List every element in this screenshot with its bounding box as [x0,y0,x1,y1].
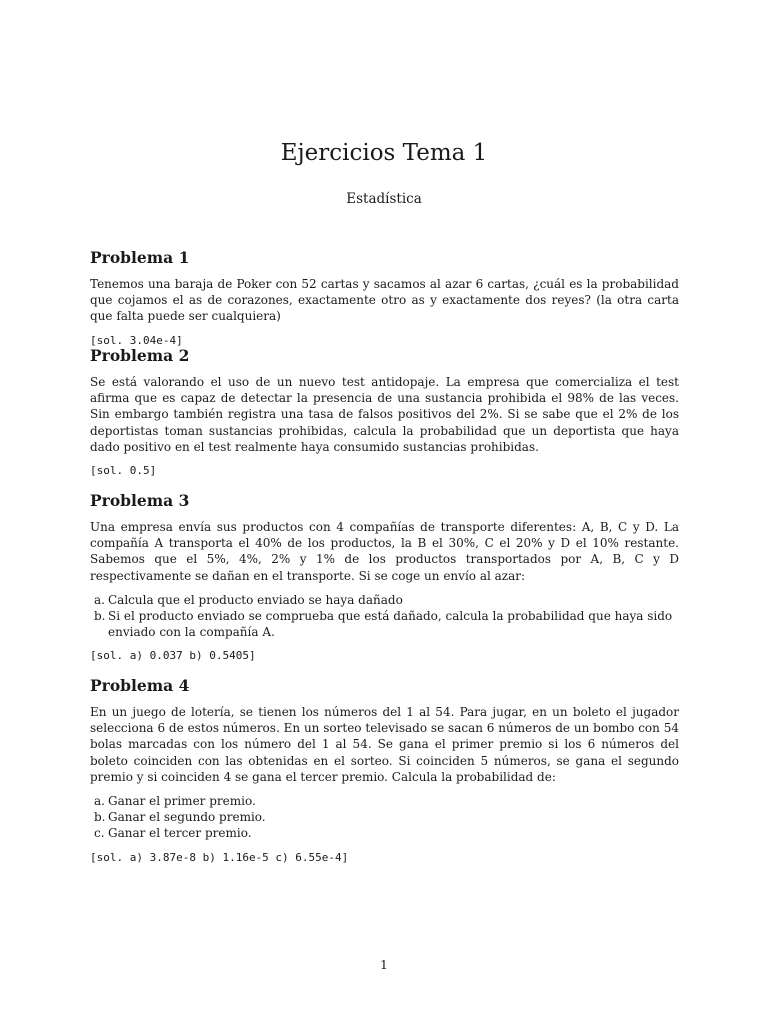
problem-heading: Problema 3 [90,491,190,510]
list-item-marker: b. [94,810,106,825]
problem-2 [90,346,679,479]
problem-solution: [sol. a) 3.87e-8 b) 1.16e-5 c) 6.55e-4] [90,850,349,864]
problem-solution: [sol. a) 0.037 b) 0.5405] [90,649,256,663]
list-item-text: Si el producto enviado se comprueba que está dañado, calcula la probabilidad que haya sido enviado con la compañía A. [108,609,673,640]
problem-1 [90,248,679,349]
list-item [94,592,679,608]
list-item-text: Ganar el segundo premio. [108,810,266,825]
document-subtitle: Estadística [346,191,422,207]
problem-item-list [90,793,679,842]
problem-4 [90,676,679,866]
list-item [94,809,679,825]
list-item-marker: b. [94,609,106,624]
list-item-marker: a. [94,592,105,607]
list-item-text: Calcula que el producto enviado se haya dañado [108,592,403,607]
list-item-text: Ganar el tercer premio. [108,826,252,841]
problem-solution: [sol. 3.04e-4] [90,333,183,347]
document-title: Ejercicios Tema 1 [280,140,488,166]
list-item [94,608,679,640]
problem-heading: Problema 1 [90,248,190,267]
problem-heading: Problema 2 [90,346,190,365]
problem-text: Una empresa envía sus productos con 4 compañías de transporte diferentes: A, B, C y D. La compañía A transporta el 40% de los productos, la B el 30%, C el 20% y D el 10% restante. Sabemos que el 5%, 4%, 2% y 1% de los productos transportados por A, B, C y D respectivamente se dañan en el transporte. Si se coge un envío al azar: [90,520,679,583]
problem-item-list [90,592,679,641]
problem-heading: Problema 4 [90,676,190,695]
problem-text: En un juego de lotería, se tienen los números del 1 al 54. Para jugar, en un boleto el jugador selecciona 6 de estos números. En un sorteo televisado se sacan 6 números de un bombo con 54 bolas marcadas con los número del 1 al 54. Se gana el primer premio si los 6 números del boleto coinciden con las obtenidas en el sorteo. Si coinciden 5 números, se gana el segundo premio y si coinciden 4 se gana el tercer premio. Calcula la probabilidad de: [90,705,679,784]
list-item-marker: a. [94,794,105,809]
list-item-text: Ganar el primer premio. [108,794,256,809]
list-item-marker: c. [94,826,105,841]
problem-text: Se está valorando el uso de un nuevo test antidopaje. La empresa que comercializa el test afirma que es capaz de detectar la presencia de una sustancia prohibida el 98% de las veces. Sin embargo también registra una tasa de falsos positivos del 2%. Si se sabe que el 2% de los deportistas toman sustancias prohibidas, calcula la probabilidad que un deportista que haya dado positivo en el test realmente haya consumido sustancias prohibidas. [90,375,679,454]
problem-text: Tenemos una baraja de Poker con 52 cartas y sacamos al azar 6 cartas, ¿cuál es la probabilidad que cojamos el as de corazones, exactamente otro as y exactamente dos reyes? (la otra carta que falta puede ser cualquiera) [90,277,679,324]
list-item [94,825,679,841]
problem-3 [90,491,679,664]
problem-solution: [sol. 0.5] [90,464,157,478]
page-number: 1 [380,958,388,972]
list-item [94,793,679,809]
